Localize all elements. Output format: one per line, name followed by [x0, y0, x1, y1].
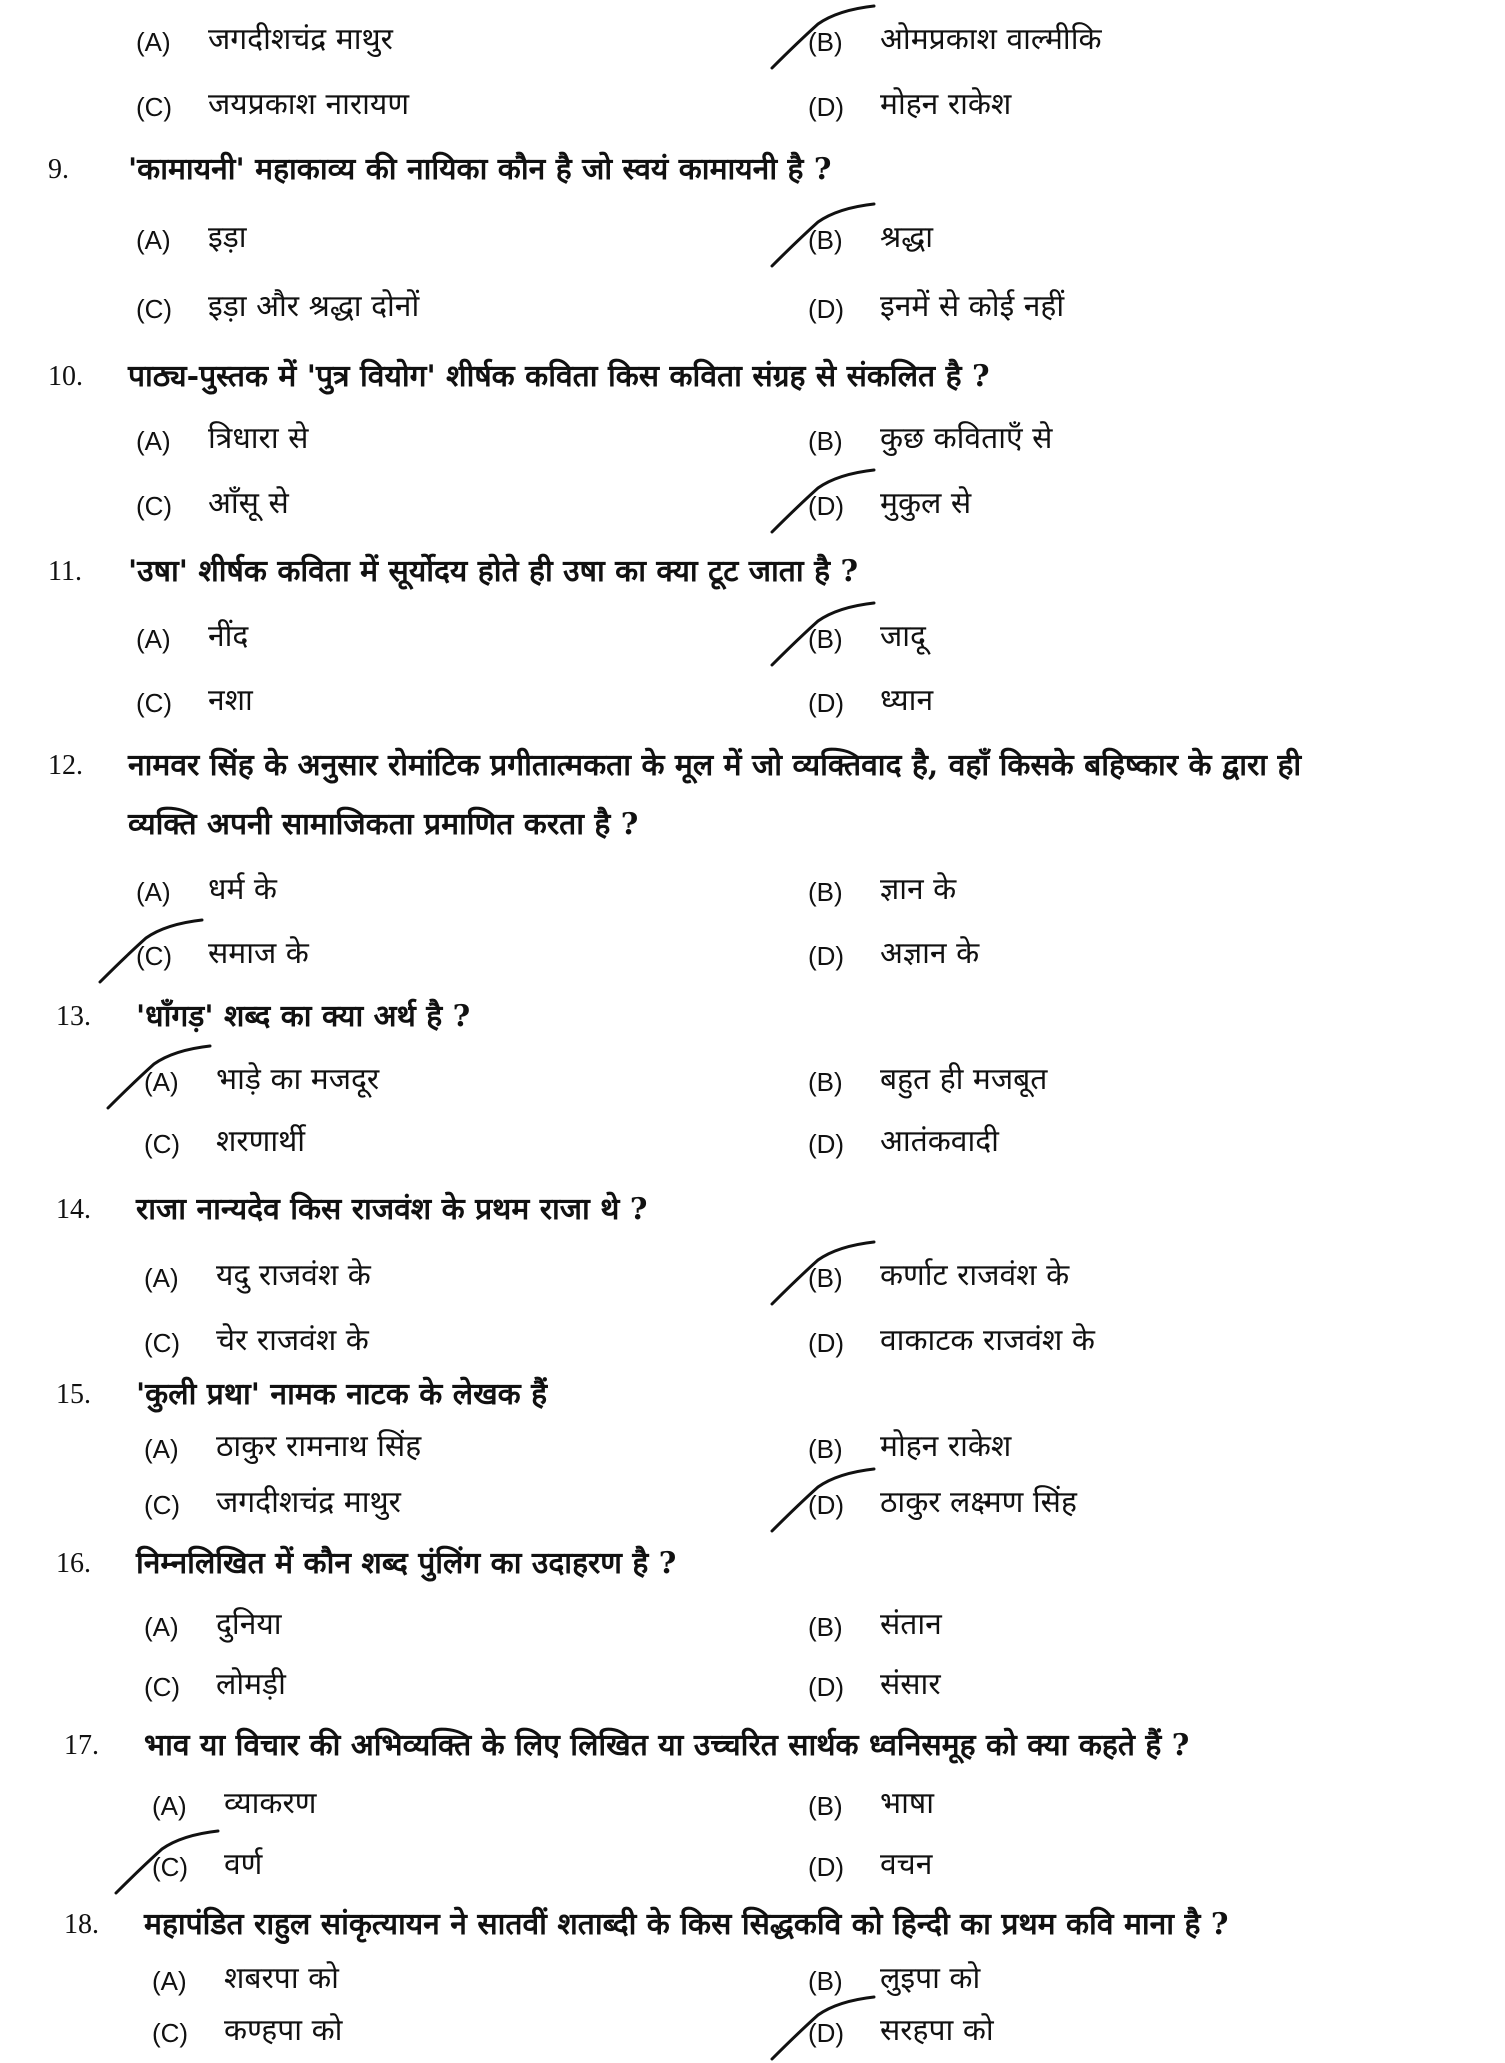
option-label: (C) [144, 1490, 181, 1520]
option-label: (C) [144, 1328, 181, 1358]
option-text: इनमें से कोई नहीं [880, 289, 1065, 324]
option-text: अज्ञान के [880, 936, 980, 971]
option-label: (D) [808, 688, 845, 718]
option-text: वाकाटक राजवंश के [880, 1323, 1095, 1358]
option-text: कण्हपा को [224, 2013, 343, 2048]
option-label: (C) [144, 1672, 181, 1702]
option-text: मोहन राकेश [880, 87, 1012, 122]
question-number: 12. [48, 750, 83, 781]
question-text-continued: व्यक्ति अपनी सामाजिकता प्रमाणित करता है ? [128, 807, 639, 842]
option-label: (B) [808, 1791, 843, 1821]
question-text: पाठ्य-पुस्तक में 'पुत्र वियोग' शीर्षक कविता किस कविता संग्रह से संकलित है ? [128, 359, 990, 394]
question-text: राजा नान्यदेव किस राजवंश के प्रथम राजा थे ? [136, 1192, 648, 1227]
option-label: (B) [808, 1434, 843, 1464]
question-text: 'उषा' शीर्षक कविता में सूर्योदय होते ही उषा का क्या टूट जाता है ? [128, 554, 859, 589]
option-label: (C) [136, 688, 173, 718]
question-text: निम्नलिखित में कौन शब्द पुंलिंग का उदाहरण है ? [136, 1546, 677, 1581]
option-label: (A) [152, 1966, 187, 1996]
option-text: कुछ कविताएँ से [880, 421, 1053, 456]
option-text: जयप्रकाश नारायण [208, 87, 410, 122]
option-label: (C) [136, 941, 173, 971]
option-text: दुनिया [216, 1607, 282, 1642]
option-text: जगदीशचंद्र माथुर [208, 22, 393, 57]
option-label: (C) [152, 1852, 189, 1882]
option-label: (B) [808, 1966, 843, 1996]
option-text: शबरपा को [224, 1961, 339, 1996]
option-label: (A) [144, 1612, 179, 1642]
option-label: (B) [808, 225, 843, 255]
option-text: श्रद्धा [880, 220, 933, 255]
option-text: लोमड़ी [216, 1667, 286, 1702]
question-text: 'कामायनी' महाकाव्य की नायिका कौन है जो स्वयं कामायनी है ? [128, 152, 832, 187]
question-number: 16. [56, 1548, 91, 1579]
option-text: संतान [880, 1607, 942, 1642]
option-text: ठाकुर रामनाथ सिंह [216, 1429, 422, 1464]
option-text: सरहपा को [880, 2013, 994, 2048]
option-label: (A) [144, 1434, 179, 1464]
option-label: (A) [152, 1791, 187, 1821]
option-text: मोहन राकेश [880, 1429, 1012, 1464]
option-text: त्रिधारा से [208, 421, 309, 456]
question-text: नामवर सिंह के अनुसार रोमांटिक प्रगीतात्मकता के मूल में जो व्यक्तिवाद है, वहाँ किसके बहिष्कार के द्वारा ही [128, 748, 1302, 783]
option-text: वर्ण [224, 1847, 263, 1882]
option-label: (D) [808, 294, 845, 324]
option-label: (D) [808, 941, 845, 971]
option-text: लुइपा को [880, 1961, 981, 1996]
option-label: (D) [808, 1672, 845, 1702]
question-number: 13. [56, 1001, 91, 1032]
option-label: (A) [144, 1067, 179, 1097]
question-number: 14. [56, 1194, 91, 1225]
option-label: (C) [136, 294, 173, 324]
question-number: 15. [56, 1379, 91, 1410]
option-text: शरणार्थी [216, 1124, 306, 1159]
option-label: (D) [808, 1328, 845, 1358]
question-number: 10. [48, 361, 83, 392]
question-text: महापंडित राहुल सांकृत्यायन ने सातवीं शताब्दी के किस सिद्धकवि को हिन्दी का प्रथम कवि माना है ? [144, 1907, 1229, 1942]
option-text: मुकुल से [880, 486, 972, 521]
option-text: ज्ञान के [880, 872, 957, 907]
option-label: (B) [808, 1612, 843, 1642]
question-text: 'धाँगड़' शब्द का क्या अर्थ है ? [136, 999, 471, 1034]
option-text: आतंकवादी [880, 1124, 999, 1159]
option-text: ध्यान [880, 683, 934, 718]
option-label: (D) [808, 92, 845, 122]
option-label: (C) [136, 491, 173, 521]
option-label: (A) [136, 225, 171, 255]
option-text: यदु राजवंश के [216, 1258, 371, 1293]
question-text: 'कुली प्रथा' नामक नाटक के लेखक हैं [136, 1377, 548, 1412]
option-text: भाड़े का मजदूर [216, 1062, 380, 1097]
option-label: (A) [144, 1263, 179, 1293]
option-label: (C) [136, 92, 173, 122]
option-text: जगदीशचंद्र माथुर [216, 1485, 401, 1520]
option-text: इड़ा और श्रद्धा दोनों [208, 289, 420, 324]
option-label: (D) [808, 1129, 845, 1159]
option-label: (D) [808, 2018, 845, 2048]
question-number: 17. [64, 1730, 99, 1761]
option-text: ओमप्रकाश वाल्मीकि [880, 22, 1102, 57]
option-text: व्याकरण [224, 1786, 317, 1821]
option-label: (B) [808, 27, 843, 57]
option-label: (B) [808, 624, 843, 654]
option-label: (A) [136, 624, 171, 654]
option-label: (B) [808, 877, 843, 907]
option-text: आँसू से [208, 486, 289, 521]
option-text: संसार [880, 1667, 941, 1702]
option-label: (A) [136, 877, 171, 907]
option-label: (D) [808, 491, 845, 521]
option-label: (B) [808, 1263, 843, 1293]
option-label: (B) [808, 426, 843, 456]
option-text: इड़ा [208, 220, 247, 255]
option-text: जादू [880, 619, 926, 654]
option-text: धर्म के [208, 872, 277, 907]
option-text: नींद [208, 619, 249, 654]
option-label: (D) [808, 1852, 845, 1882]
option-label: (C) [152, 2018, 189, 2048]
option-text: भाषा [880, 1786, 934, 1821]
option-label: (C) [144, 1129, 181, 1159]
option-label: (B) [808, 1067, 843, 1097]
question-number: 9. [48, 154, 69, 185]
option-text: नशा [208, 683, 253, 718]
question-text: भाव या विचार की अभिव्यक्ति के लिए लिखित या उच्चरित सार्थक ध्वनिसमूह को क्या कहते हैं ? [144, 1728, 1190, 1763]
option-text: बहुत ही मजबूत [880, 1062, 1048, 1097]
option-label: (D) [808, 1490, 845, 1520]
option-label: (A) [136, 27, 171, 57]
option-text: कर्णाट राजवंश के [880, 1258, 1070, 1293]
option-text: ठाकुर लक्ष्मण सिंह [880, 1485, 1077, 1520]
option-label: (A) [136, 426, 171, 456]
option-text: वचन [880, 1847, 933, 1882]
question-number: 11. [48, 556, 82, 587]
option-text: चेर राजवंश के [216, 1323, 369, 1358]
question-number: 18. [64, 1909, 99, 1940]
option-text: समाज के [208, 936, 309, 971]
